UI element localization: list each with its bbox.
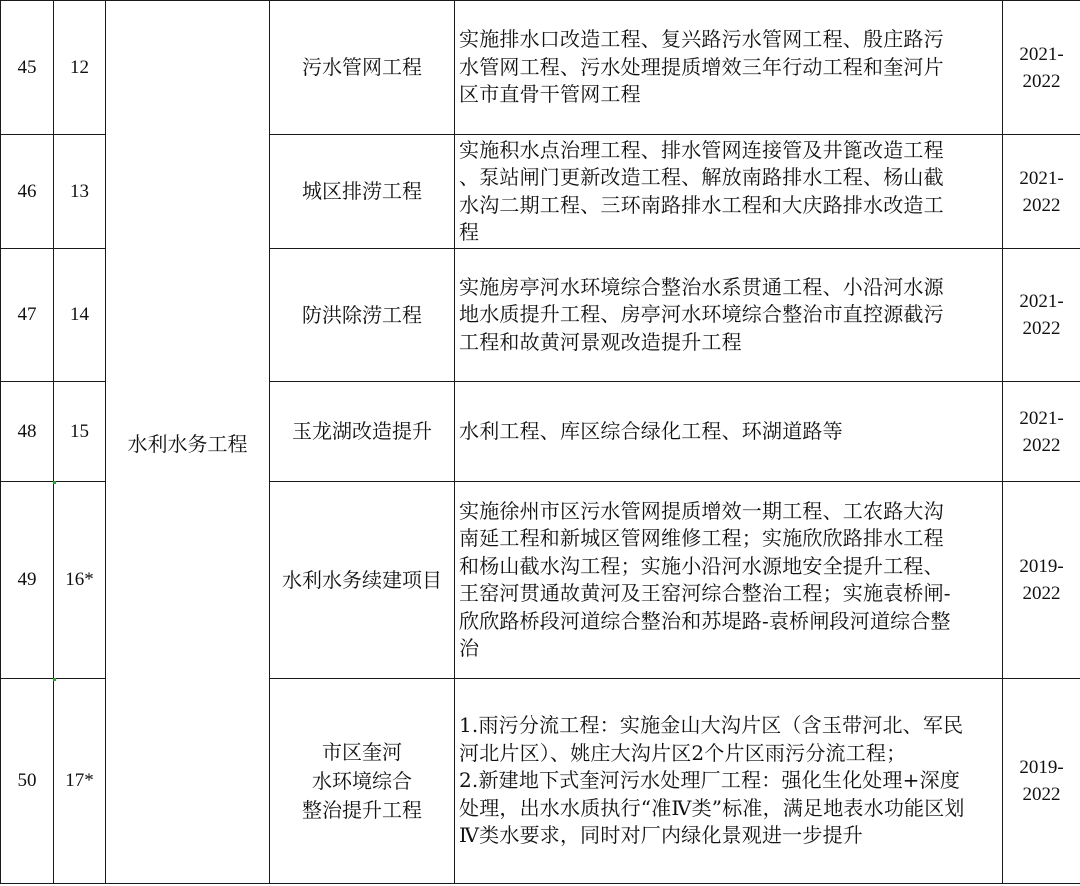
project-name-line: 市区奎河 [322,739,402,764]
row-number: 13 [54,135,106,249]
year-line: 2021- [1019,167,1064,189]
row-number: 15 [54,382,106,482]
project-years [1003,135,1080,249]
row-number: 14 [54,249,106,382]
year-line: 2022 [1022,784,1061,805]
project-years [1003,482,1080,679]
category-label: 水利水务工程 [127,431,248,456]
project-name [270,249,455,382]
row-number [54,482,106,679]
year-line: 2021- [1019,407,1064,429]
content-line: 实施徐州市区污水管网提质增效一期工程、工农路大沟 [459,498,944,523]
project-years [1003,249,1080,382]
content-line: 水管网工程、污水处理提质增效三年行动工程和奎河片 [459,54,944,79]
content-line: 工程和故黄河景观改造提升工程 [459,329,742,354]
year-line: 2022 [1022,194,1061,216]
content-line: 2.新建地下式奎河污水处理厂工程：强化生化处理+深度 [459,768,961,793]
row-index: 46 [1,135,54,249]
project-years [1003,382,1080,482]
project-name-line: 城区排涝工程 [302,179,422,203]
year-line: 2022 [1022,70,1061,92]
project-years [1003,1,1080,135]
project-name-line: 污水管网工程 [302,55,422,79]
content-line: 水利工程、库区综合绿化工程、环湖道路等 [459,418,843,443]
project-content [455,1,1003,135]
year-line: 2022 [1022,583,1061,604]
project-content [455,679,1003,884]
row-index: 48 [1,382,54,482]
project-content [455,135,1003,249]
project-name-line: 防洪除涝工程 [302,302,422,327]
project-content [455,482,1003,679]
content-line: 1.雨污分流工程：实施金山大沟片区（含玉带河北、军民 [459,713,964,738]
table-row [1,1,1080,135]
category-cell [106,1,270,884]
content-line: 王窑河贯通故黄河及王窑河综合整治工程；实施袁桥闸- [459,581,951,605]
row-number-text: 16* [65,569,94,590]
project-name-line: 玉龙湖改造提升 [292,419,432,443]
project-name [270,135,455,249]
year-line: 2021- [1019,43,1064,65]
content-line: 治 [459,636,480,660]
project-name-line: 水环境综合 [312,768,412,793]
content-line: 、泵站闸门更新改造工程、解放南路排水工程、杨山截 [459,165,944,189]
year-line: 2019- [1019,556,1064,577]
row-number [54,679,106,884]
row-number: 12 [54,1,106,135]
row-index: 49 [1,482,54,679]
content-line: 程 [459,220,480,244]
project-content [455,382,1003,482]
project-name [270,1,455,135]
year-line: 2022 [1022,434,1061,456]
row-index: 45 [1,1,54,135]
project-name [270,482,455,679]
cell-corner-marker [53,481,56,484]
content-line: Ⅳ类水要求，同时对厂内绿化景观进一步提升 [459,823,863,848]
content-line: 实施房亭河水环境综合整治水系贯通工程、小沿河水源 [459,274,944,299]
year-line: 2019- [1019,757,1064,778]
content-line: 处理，出水水质执行“准Ⅳ类”标准，满足地表水功能区划 [459,795,965,820]
project-name-line: 整治提升工程 [302,797,422,822]
content-line: 水沟二期工程、三环南路排水工程和大庆路排水改造工 [459,192,944,217]
content-line: 南延工程和新城区管网维修工程；实施欣欣路排水工程 [459,526,944,550]
row-number-text: 17* [65,770,94,791]
cell-corner-marker [53,678,56,681]
content-line: 河北片区）、姚庄大沟片区2个片区雨污分流工程； [459,740,907,765]
project-name [270,382,455,482]
project-years [1003,679,1080,884]
content-line: 实施排水口改造工程、复兴路污水管网工程、殷庄路污 [459,27,944,52]
project-name-line: 水利水务续建项目 [282,567,442,592]
content-line: 地水质提升工程、房亭河水环境综合整治市直控源截污 [459,302,944,327]
row-index: 50 [1,679,54,884]
project-content [455,249,1003,382]
content-line: 区市直骨干管网工程 [459,82,641,107]
content-line: 欣欣路桥段河道综合整治和苏堤路-袁桥闸段河道综合整 [459,608,951,633]
content-line: 实施积水点治理工程、排水管网连接管及井篦改造工程 [459,137,944,162]
content-line: 和杨山截水沟工程；实施小沿河水源地安全提升工程、 [459,553,944,578]
row-index: 47 [1,249,54,382]
year-line: 2022 [1022,318,1061,339]
project-name [270,679,455,884]
year-line: 2021- [1019,291,1064,312]
